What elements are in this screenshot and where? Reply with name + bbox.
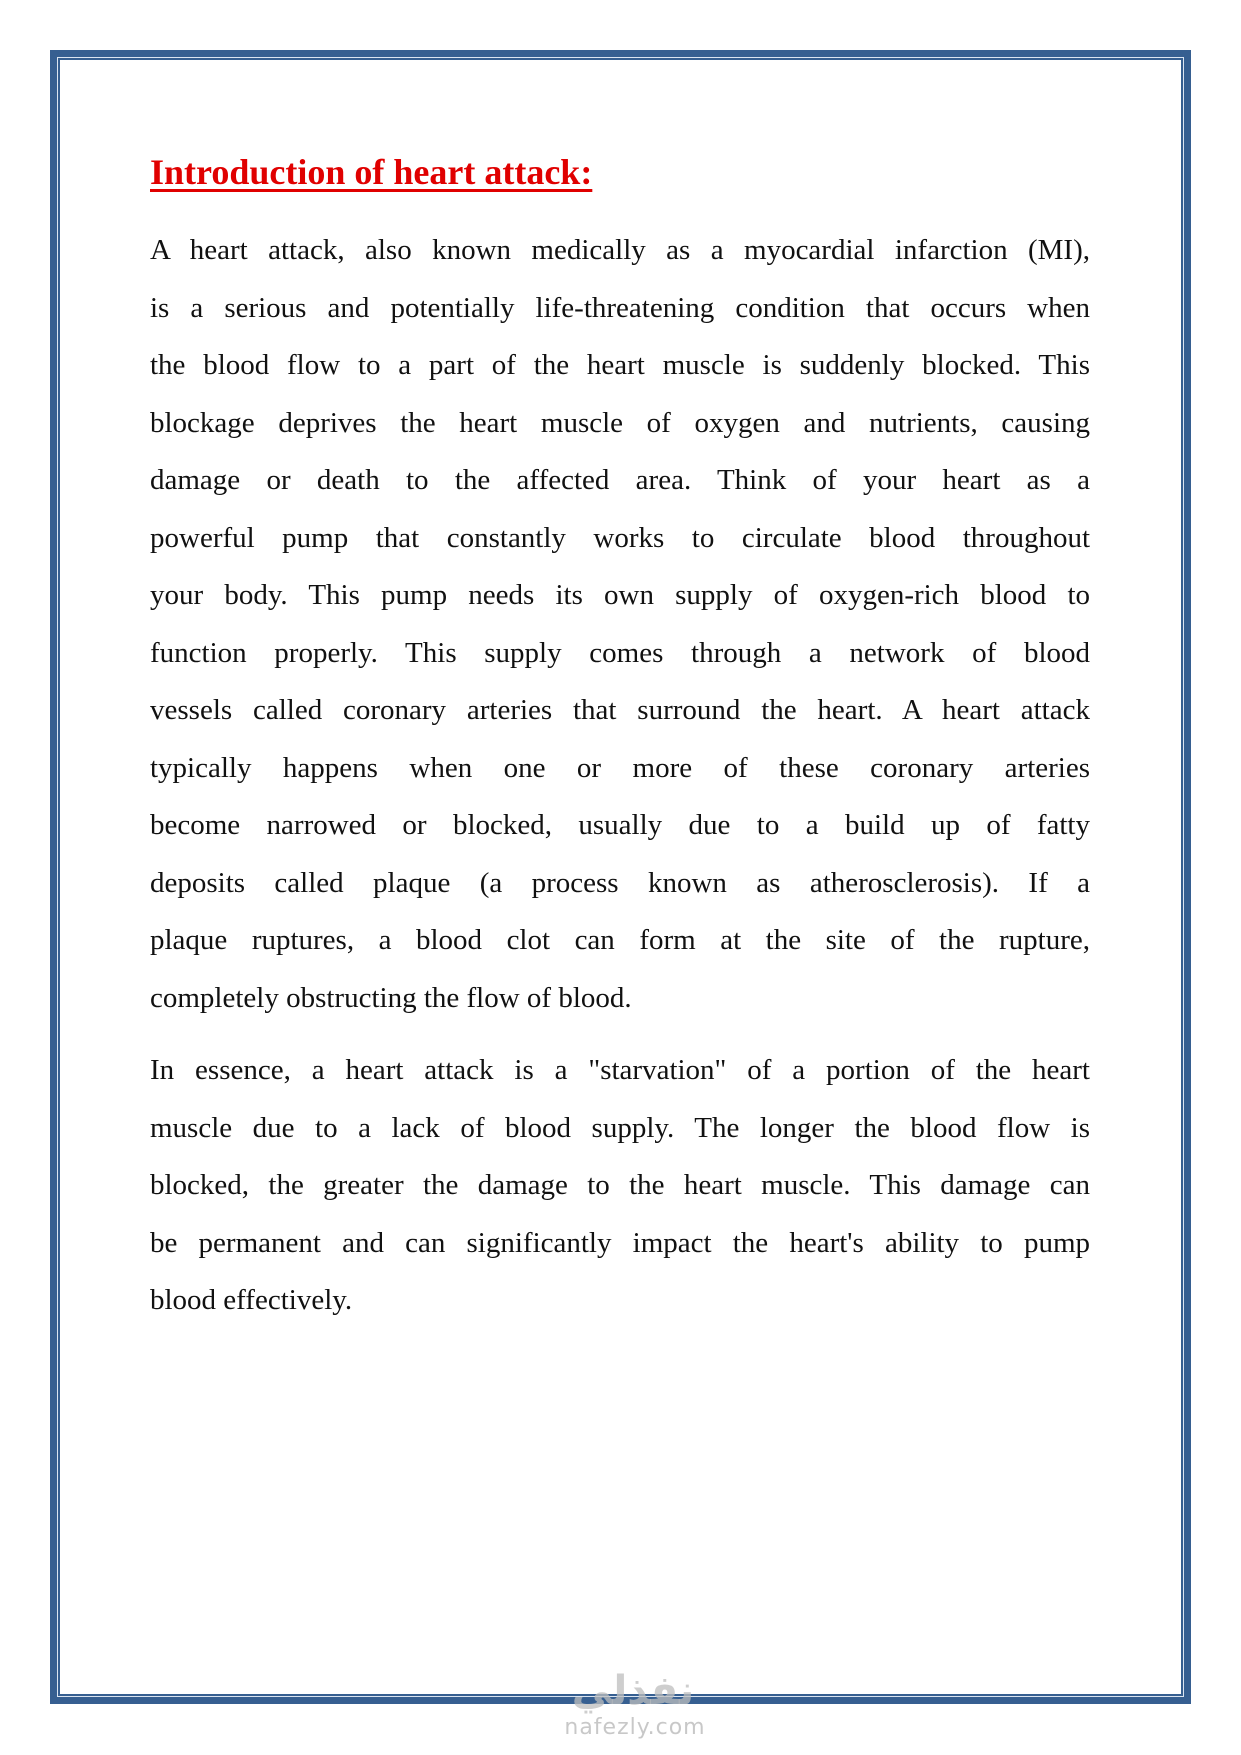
text-line: In essence, a heart attack is a "starvation" of a portion of the heart — [150, 1054, 1090, 1086]
text-line: your body. This pump needs its own supply of oxygen-rich blood to — [150, 579, 1090, 611]
text-line: muscle due to a lack of blood supply. The longer the blood flow is — [150, 1111, 1090, 1144]
watermark-arabic-logo: نفذلي — [571, 1668, 695, 1714]
text-line: blood effectively. — [150, 1284, 353, 1316]
text-line: damage or death to the affected area. Think of your heart as a — [150, 464, 1090, 496]
text-line: the blood flow to a part of the heart muscle is suddenly blocked. This — [150, 349, 1090, 381]
text-line: A heart attack, also known medically as a myocardial infarction (MI), — [150, 234, 1090, 266]
document-title: Introduction of heart attack: — [150, 152, 593, 192]
text-line: is a serious and potentially life-threatening condition that occurs when — [150, 291, 1090, 324]
text-line: powerful pump that constantly works to circulate blood throughout — [150, 521, 1090, 554]
text-line: function properly. This supply comes through a network of blood — [150, 636, 1090, 669]
paragraph-1 — [150, 222, 1090, 1027]
text-line: blockage deprives the heart muscle of oxygen and nutrients, causing — [150, 406, 1090, 439]
text-line: be permanent and can significantly impact the heart's ability to pump — [150, 1226, 1090, 1259]
text-line: blocked, the greater the damage to the heart muscle. This damage can — [150, 1169, 1090, 1201]
watermark-url: nafezly.com — [564, 1715, 706, 1740]
paragraph-2 — [150, 1042, 1090, 1330]
text-line: deposits called plaque (a process known as atherosclerosis). If a — [150, 866, 1090, 899]
text-line: plaque ruptures, a blood clot can form at the site of the rupture, — [150, 924, 1090, 956]
text-line: become narrowed or blocked, usually due to a build up of fatty — [150, 809, 1090, 841]
text-line: typically happens when one or more of these coronary arteries — [150, 751, 1090, 784]
text-line: completely obstructing the flow of blood. — [150, 981, 632, 1014]
text-line: vessels called coronary arteries that surround the heart. A heart attack — [150, 694, 1090, 726]
